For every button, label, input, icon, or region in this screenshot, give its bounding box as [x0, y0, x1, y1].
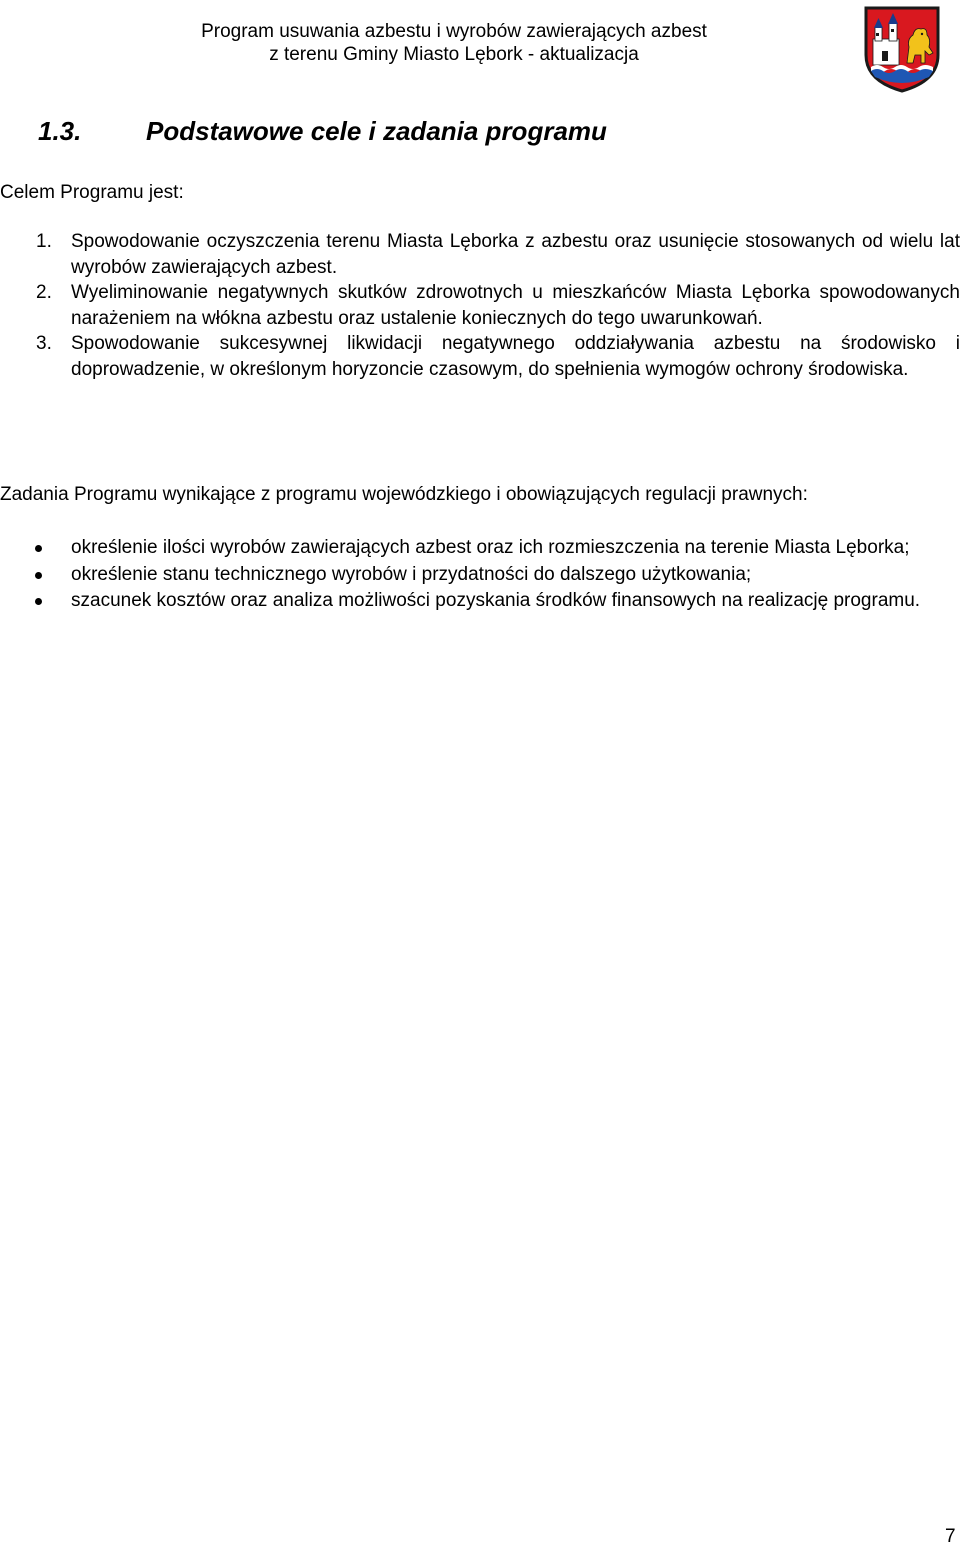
goal-number: 2.	[36, 282, 52, 303]
coat-of-arms-icon	[863, 5, 941, 93]
tasks-list	[0, 535, 960, 615]
task-text: szacunek kosztów oraz analiza możliwości pozyskania środków finansowych na realizację programu.	[71, 590, 921, 611]
bullet-icon	[35, 572, 42, 579]
goal-number: 3.	[36, 333, 52, 354]
task-text: określenie ilości wyrobów zawierających azbest oraz ich rozmieszczenia na terenie Miasta Lęborka;	[71, 537, 910, 558]
task-item	[0, 562, 960, 589]
bullet-icon	[35, 545, 42, 552]
goal-item	[0, 331, 960, 382]
header-line-2: z terenu Gminy Miasto Lębork - aktualizacja	[269, 44, 639, 65]
page-header	[0, 20, 908, 66]
header-line-1: Program usuwania azbestu i wyrobów zawierających azbest	[201, 21, 707, 42]
goal-item	[0, 280, 960, 331]
section-heading	[38, 114, 607, 148]
bullet-icon	[35, 598, 42, 605]
goal-text: Wyeliminowanie negatywnych skutków zdrowotnych u mieszkańców Miasta Lęborka spowodowanych narażeniem na włókna azbestu oraz ustalenie koniecznych do tego uwarunkowań.	[71, 282, 960, 329]
task-item	[0, 535, 960, 562]
task-item	[0, 588, 960, 615]
section-number: 1.3.	[38, 116, 82, 146]
page-number: 7	[945, 1526, 956, 1547]
goal-text: Spowodowanie sukcesywnej likwidacji negatywnego oddziaływania azbestu na środowisko i doprowadzenie, w określonym horyzoncie czasowym, do spełnienia wymogów ochrony środowiska.	[71, 333, 960, 380]
task-text: określenie stanu technicznego wyrobów i przydatności do dalszego użytkowania;	[71, 563, 752, 585]
goal-item	[0, 229, 960, 280]
goals-intro: Celem Programu jest:	[0, 182, 184, 203]
goals-list	[0, 229, 960, 382]
goal-number: 1.	[36, 231, 52, 252]
goal-text: Spowodowanie oczyszczenia terenu Miasta Lęborka z azbestu oraz usunięcie stosowanych od wielu lat wyrobów zawierających azbest.	[71, 231, 960, 278]
tasks-intro: Zadania Programu wynikające z programu wojewódzkiego i obowiązujących regulacji prawnych:	[0, 484, 808, 505]
section-title: Podstawowe cele i zadania programu	[146, 116, 607, 146]
